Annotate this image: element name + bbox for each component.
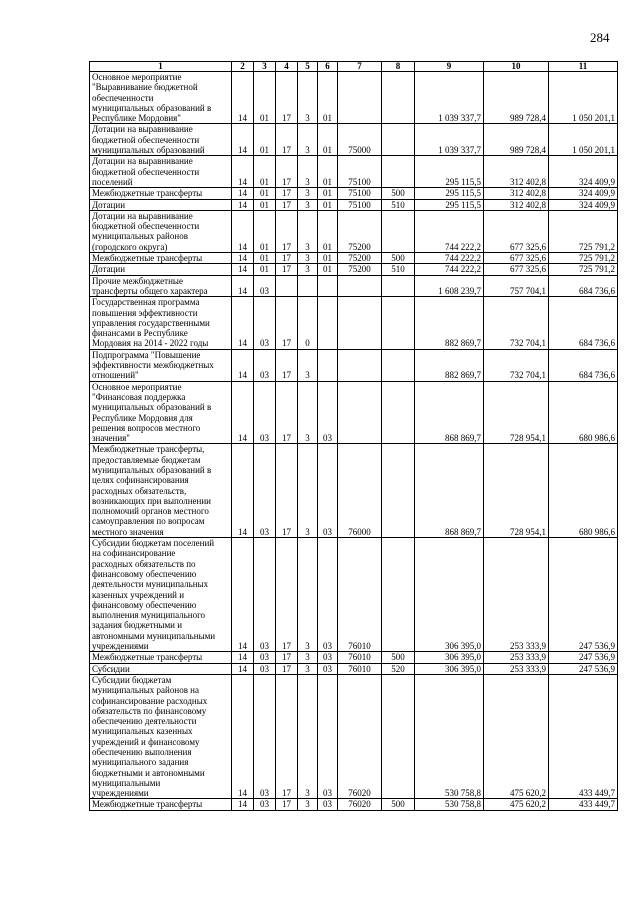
row-value-cell: 3 [298, 538, 318, 652]
row-value-cell: 530 758,8 [415, 799, 484, 810]
row-value-cell: 725 791,2 [549, 264, 618, 275]
row-value-cell: 253 333,9 [484, 538, 549, 652]
row-value-cell: 01 [254, 156, 276, 188]
header-row [90, 62, 618, 72]
row-value-cell: 17 [276, 188, 298, 199]
row-value-cell: 520 [382, 663, 415, 674]
row-value-cell: 0 [298, 297, 318, 349]
row-value-cell: 76010 [338, 538, 382, 652]
row-value-cell [382, 72, 415, 124]
row-value-cell [338, 72, 382, 124]
row-value-cell: 306 395,0 [415, 663, 484, 674]
row-value-cell: 725 791,2 [549, 253, 618, 264]
row-value-cell [382, 381, 415, 444]
row-value-cell: 14 [232, 210, 254, 252]
row-name-cell: Субсидии бюджетам поселений на софинансирование расходных обязательств по финансовому обеспечению деятельности муниципальных казенных учреждений и финансовому обеспечению выполнения муниципального задания бюджетными и автономными муниципальными учреждениями [90, 538, 232, 652]
row-value-cell: 01 [254, 188, 276, 199]
row-value-cell: 17 [276, 72, 298, 124]
row-name-cell: Основное мероприятие "Выравнивание бюджетной обеспеченности муниципальных образований в Республике Мордовия" [90, 72, 232, 124]
column-header: 11 [549, 62, 618, 72]
row-value-cell: 76020 [338, 799, 382, 810]
row-value-cell: 14 [232, 72, 254, 124]
row-value-cell: 14 [232, 253, 254, 264]
row-value-cell: 17 [276, 264, 298, 275]
row-value-cell: 3 [298, 381, 318, 444]
row-value-cell: 757 704,1 [484, 275, 549, 297]
row-value-cell: 17 [276, 210, 298, 252]
row-value-cell: 295 115,5 [415, 156, 484, 188]
row-value-cell [382, 156, 415, 188]
table-row [90, 674, 618, 799]
row-value-cell [318, 297, 338, 349]
row-value-cell: 01 [318, 210, 338, 252]
row-value-cell [382, 349, 415, 381]
row-value-cell: 76000 [338, 444, 382, 538]
row-value-cell: 01 [318, 156, 338, 188]
row-value-cell: 14 [232, 799, 254, 810]
table-row [90, 349, 618, 381]
row-value-cell [382, 538, 415, 652]
row-value-cell: 75200 [338, 210, 382, 252]
row-value-cell [338, 297, 382, 349]
row-name-cell: Дотации на выравнивание бюджетной обеспеченности муниципальных районов (городского округа) [90, 210, 232, 252]
table-row [90, 124, 618, 156]
row-value-cell: 01 [254, 264, 276, 275]
row-name-cell: Дотации [90, 199, 232, 210]
row-value-cell: 03 [254, 297, 276, 349]
table-row [90, 381, 618, 444]
table-row [90, 297, 618, 349]
row-value-cell: 01 [254, 72, 276, 124]
row-value-cell: 76020 [338, 674, 382, 799]
row-value-cell: 03 [254, 674, 276, 799]
row-value-cell: 75100 [338, 156, 382, 188]
row-name-cell: Субсидии бюджетам муниципальных районов на софинансирование расходных обязательств по финансовому обеспечению деятельности муниципальных казенных учреждений и финансовому обеспечению выполнения муниципального задания бюджетными и автономными муниципальными учреждениями [90, 674, 232, 799]
table-row [90, 538, 618, 652]
row-value-cell: 324 409,9 [549, 156, 618, 188]
row-value-cell: 03 [254, 444, 276, 538]
row-value-cell: 1 050 201,1 [549, 124, 618, 156]
row-value-cell: 03 [254, 663, 276, 674]
row-value-cell [338, 275, 382, 297]
row-value-cell [382, 275, 415, 297]
row-value-cell: 03 [254, 349, 276, 381]
row-value-cell: 17 [276, 799, 298, 810]
row-value-cell: 14 [232, 124, 254, 156]
row-value-cell [382, 124, 415, 156]
row-value-cell: 01 [254, 199, 276, 210]
row-value-cell: 17 [276, 663, 298, 674]
row-value-cell: 732 704,1 [484, 349, 549, 381]
row-value-cell: 03 [318, 652, 338, 663]
row-value-cell: 324 409,9 [549, 188, 618, 199]
row-value-cell: 295 115,5 [415, 199, 484, 210]
row-value-cell: 1 608 239,7 [415, 275, 484, 297]
row-value-cell: 500 [382, 652, 415, 663]
row-value-cell: 433 449,7 [549, 674, 618, 799]
row-value-cell: 500 [382, 799, 415, 810]
table-row [90, 156, 618, 188]
row-value-cell: 14 [232, 264, 254, 275]
row-value-cell: 882 869,7 [415, 349, 484, 381]
row-value-cell: 14 [232, 444, 254, 538]
row-value-cell: 510 [382, 264, 415, 275]
row-value-cell: 14 [232, 381, 254, 444]
row-value-cell: 3 [298, 72, 318, 124]
row-value-cell: 14 [232, 538, 254, 652]
row-value-cell: 247 536,9 [549, 538, 618, 652]
row-value-cell: 14 [232, 663, 254, 674]
table-row [90, 188, 618, 199]
row-value-cell: 684 736,6 [549, 275, 618, 297]
row-value-cell: 247 536,9 [549, 652, 618, 663]
row-value-cell: 312 402,8 [484, 188, 549, 199]
row-value-cell: 01 [318, 264, 338, 275]
row-value-cell: 03 [318, 538, 338, 652]
row-value-cell: 14 [232, 674, 254, 799]
row-value-cell: 75200 [338, 253, 382, 264]
row-value-cell: 3 [298, 799, 318, 810]
column-header: 10 [484, 62, 549, 72]
row-value-cell: 324 409,9 [549, 199, 618, 210]
row-value-cell: 03 [254, 275, 276, 297]
row-value-cell: 03 [254, 652, 276, 663]
row-value-cell: 3 [298, 124, 318, 156]
row-value-cell: 17 [276, 156, 298, 188]
row-value-cell: 530 758,8 [415, 674, 484, 799]
row-value-cell: 14 [232, 652, 254, 663]
column-header: 8 [382, 62, 415, 72]
row-value-cell: 14 [232, 349, 254, 381]
row-value-cell: 01 [254, 210, 276, 252]
table-body [90, 72, 618, 811]
row-value-cell: 01 [318, 188, 338, 199]
row-value-cell: 14 [232, 297, 254, 349]
row-value-cell: 01 [318, 72, 338, 124]
row-value-cell: 01 [318, 199, 338, 210]
table-row [90, 264, 618, 275]
table-row [90, 663, 618, 674]
row-value-cell: 3 [298, 210, 318, 252]
row-value-cell: 17 [276, 297, 298, 349]
table-row [90, 652, 618, 663]
row-value-cell: 989 728,4 [484, 124, 549, 156]
row-value-cell: 03 [318, 444, 338, 538]
row-value-cell: 14 [232, 199, 254, 210]
row-name-cell: Дотации [90, 264, 232, 275]
row-value-cell [318, 349, 338, 381]
row-value-cell: 433 449,7 [549, 799, 618, 810]
row-value-cell: 01 [318, 253, 338, 264]
row-value-cell: 295 115,5 [415, 188, 484, 199]
table-row [90, 275, 618, 297]
column-header: 3 [254, 62, 276, 72]
row-name-cell: Подпрограмма "Повышение эффективности межбюджетных отношений" [90, 349, 232, 381]
row-value-cell: 684 736,6 [549, 297, 618, 349]
row-value-cell: 3 [298, 663, 318, 674]
row-value-cell: 14 [232, 188, 254, 199]
row-value-cell: 17 [276, 124, 298, 156]
row-value-cell: 76010 [338, 663, 382, 674]
table-row [90, 72, 618, 124]
row-value-cell: 03 [318, 663, 338, 674]
row-value-cell: 306 395,0 [415, 538, 484, 652]
row-name-cell: Межбюджетные трансферты [90, 188, 232, 199]
row-value-cell: 500 [382, 253, 415, 264]
row-value-cell: 3 [298, 444, 318, 538]
row-value-cell: 14 [232, 275, 254, 297]
row-value-cell: 989 728,4 [484, 72, 549, 124]
row-value-cell [382, 297, 415, 349]
row-value-cell [338, 381, 382, 444]
row-value-cell: 680 986,6 [549, 381, 618, 444]
row-value-cell: 17 [276, 674, 298, 799]
column-header: 6 [318, 62, 338, 72]
row-name-cell: Прочие межбюджетные трансферты общего характера [90, 275, 232, 297]
row-value-cell: 3 [298, 156, 318, 188]
row-name-cell: Субсидии [90, 663, 232, 674]
row-value-cell: 3 [298, 199, 318, 210]
row-value-cell: 1 039 337,7 [415, 72, 484, 124]
row-value-cell: 3 [298, 652, 318, 663]
row-value-cell: 3 [298, 188, 318, 199]
page-number: 284 [590, 30, 610, 45]
row-value-cell: 01 [254, 124, 276, 156]
row-value-cell: 03 [318, 799, 338, 810]
row-value-cell: 17 [276, 538, 298, 652]
row-value-cell: 868 869,7 [415, 444, 484, 538]
row-value-cell: 03 [254, 538, 276, 652]
row-name-cell: Основное мероприятие "Финансовая поддержка муниципальных образований в Республике Мордовия для решения вопросов местного значения" [90, 381, 232, 444]
row-value-cell: 744 222,2 [415, 210, 484, 252]
row-value-cell: 17 [276, 253, 298, 264]
row-value-cell: 1 050 201,1 [549, 72, 618, 124]
row-value-cell [298, 275, 318, 297]
row-value-cell: 03 [318, 381, 338, 444]
row-value-cell: 14 [232, 156, 254, 188]
row-value-cell: 75000 [338, 124, 382, 156]
row-name-cell: Дотации на выравнивание бюджетной обеспеченности поселений [90, 156, 232, 188]
row-value-cell [338, 349, 382, 381]
row-value-cell: 728 954,1 [484, 444, 549, 538]
budget-table [89, 61, 618, 811]
table-row [90, 199, 618, 210]
row-value-cell: 03 [254, 799, 276, 810]
row-value-cell [276, 275, 298, 297]
row-value-cell: 500 [382, 188, 415, 199]
row-value-cell: 253 333,9 [484, 663, 549, 674]
row-value-cell: 312 402,8 [484, 199, 549, 210]
row-value-cell: 75100 [338, 188, 382, 199]
row-value-cell: 725 791,2 [549, 210, 618, 252]
row-value-cell: 510 [382, 199, 415, 210]
row-value-cell: 732 704,1 [484, 297, 549, 349]
row-value-cell [318, 275, 338, 297]
row-name-cell: Межбюджетные трансферты [90, 799, 232, 810]
column-header: 9 [415, 62, 484, 72]
row-name-cell: Дотации на выравнивание бюджетной обеспеченности муниципальных образований [90, 124, 232, 156]
row-value-cell: 868 869,7 [415, 381, 484, 444]
column-header: 4 [276, 62, 298, 72]
row-value-cell: 75200 [338, 264, 382, 275]
row-name-cell: Межбюджетные трансферты, предоставляемые бюджетам муниципальных образований в целях софинансирования расходных обязательств, возникающих при выполнении полномочий органов местного самоуправления по вопросам местного значения [90, 444, 232, 538]
row-value-cell: 247 536,9 [549, 663, 618, 674]
row-value-cell: 882 869,7 [415, 297, 484, 349]
row-value-cell [382, 444, 415, 538]
row-value-cell: 01 [318, 124, 338, 156]
row-value-cell: 3 [298, 264, 318, 275]
column-header: 5 [298, 62, 318, 72]
column-header: 1 [90, 62, 232, 72]
row-value-cell: 76010 [338, 652, 382, 663]
row-value-cell: 684 736,6 [549, 349, 618, 381]
row-value-cell: 03 [318, 674, 338, 799]
row-name-cell: Межбюджетные трансферты [90, 253, 232, 264]
row-value-cell: 03 [254, 381, 276, 444]
table-row [90, 253, 618, 264]
row-name-cell: Межбюджетные трансферты [90, 652, 232, 663]
row-value-cell: 3 [298, 253, 318, 264]
row-value-cell: 680 986,6 [549, 444, 618, 538]
row-value-cell: 677 325,6 [484, 264, 549, 275]
table-row [90, 210, 618, 252]
row-value-cell: 306 395,0 [415, 652, 484, 663]
row-value-cell: 677 325,6 [484, 253, 549, 264]
row-value-cell [382, 210, 415, 252]
row-value-cell: 677 325,6 [484, 210, 549, 252]
row-value-cell: 17 [276, 349, 298, 381]
column-header: 7 [338, 62, 382, 72]
row-value-cell: 475 620,2 [484, 799, 549, 810]
row-value-cell: 312 402,8 [484, 156, 549, 188]
row-value-cell: 744 222,2 [415, 253, 484, 264]
row-value-cell: 17 [276, 652, 298, 663]
row-value-cell: 17 [276, 444, 298, 538]
row-value-cell: 01 [254, 253, 276, 264]
column-header: 2 [232, 62, 254, 72]
table-row [90, 444, 618, 538]
row-value-cell: 728 954,1 [484, 381, 549, 444]
row-value-cell [382, 674, 415, 799]
table-row [90, 799, 618, 810]
row-value-cell: 1 039 337,7 [415, 124, 484, 156]
row-value-cell: 17 [276, 381, 298, 444]
row-value-cell: 17 [276, 199, 298, 210]
row-value-cell: 253 333,9 [484, 652, 549, 663]
row-value-cell: 475 620,2 [484, 674, 549, 799]
row-value-cell: 75100 [338, 199, 382, 210]
row-value-cell: 3 [298, 674, 318, 799]
row-value-cell: 3 [298, 349, 318, 381]
row-value-cell: 744 222,2 [415, 264, 484, 275]
row-name-cell: Государственная программа повышения эффективности управления государственными финансами в Республике Мордовия на 2014 - 2022 годы [90, 297, 232, 349]
